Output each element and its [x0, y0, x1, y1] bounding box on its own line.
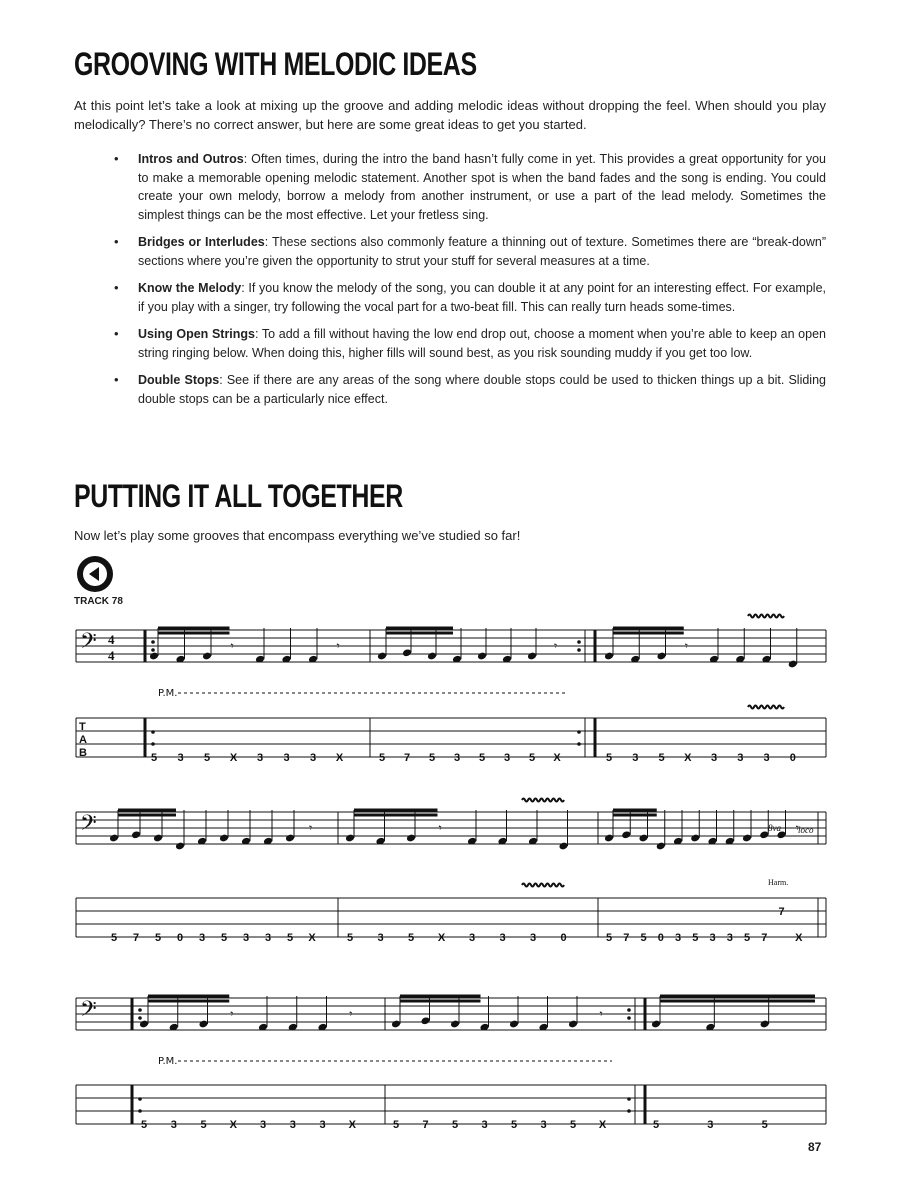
tip-text: : These sections also commonly feature a thinning out of texture. Sometimes there are “break-down” sections where you’re given the opportunity to strut your stuff for several measures at a time. — [138, 235, 826, 268]
rest-icon: 𝄾 — [230, 1007, 234, 1021]
tab-number: 3 — [289, 1119, 296, 1131]
tab-number: 0 — [657, 932, 664, 944]
tip-text: : To add a fill without having the low end drop out, choose a moment when you’re able to keep an open string ringing below. When doing this, higher fills will sound best, as you risk sounding muddy if you get too low. — [138, 327, 826, 360]
tab-number: 3 — [198, 932, 206, 944]
tab-number: 3 — [710, 752, 718, 764]
tab-number: X — [553, 752, 561, 764]
vibrato-mark — [522, 799, 564, 802]
repeat-dot — [627, 1097, 631, 1101]
tab-number: X — [229, 752, 238, 764]
time-signature-bottom: 4 — [108, 648, 115, 663]
repeat-dot — [151, 648, 155, 652]
tab-number: 3 — [453, 752, 461, 764]
tab-number: 5 — [528, 752, 536, 764]
tab-number: 3 — [170, 1119, 177, 1131]
rest-icon: 𝄾 — [795, 821, 799, 835]
repeat-dot — [627, 1109, 631, 1113]
tab-number: 7 — [132, 932, 140, 944]
tab-number: 5 — [428, 752, 436, 764]
tab-number: 5 — [569, 1119, 577, 1131]
tab-number: 3 — [707, 1119, 714, 1131]
tab-number: 7 — [778, 906, 785, 918]
bass-clef-icon: 𝄢 — [80, 811, 97, 841]
repeat-dot — [577, 640, 581, 644]
octave-mark: 8va — [768, 823, 781, 833]
tab-number: 5 — [451, 1119, 459, 1131]
vibrato-mark — [748, 706, 784, 709]
tab-number: 7 — [623, 932, 630, 944]
rest-icon: 𝄾 — [554, 639, 558, 653]
rest-icon: 𝄾 — [599, 1007, 603, 1021]
page-number: 87 — [808, 1140, 822, 1154]
tab-number: 5 — [378, 752, 386, 764]
tab-number: 0 — [789, 752, 796, 764]
tab-number: 3 — [264, 932, 272, 944]
tab-number: 3 — [529, 932, 537, 944]
rest-icon: 𝄾 — [230, 639, 234, 653]
tip-term: Double Stops — [138, 373, 220, 387]
repeat-dot — [138, 1008, 142, 1012]
time-signature-top: 4 — [108, 632, 115, 647]
tip-term: Know the Melody — [138, 281, 242, 295]
tab-number: 3 — [259, 1119, 267, 1131]
loco-mark: loco — [798, 825, 814, 835]
tab-number: 5 — [110, 932, 118, 944]
tab-number: 3 — [709, 932, 716, 944]
vibrato-mark — [748, 615, 784, 618]
tab-number: 3 — [177, 752, 184, 764]
bullet-icon: • — [114, 280, 119, 295]
tab-number: 3 — [674, 932, 682, 944]
tip-text: : Often times, during the intro the band hasn’t fully come in yet. This provides a great opportunity for you to make a memorable opening melodic statement. Another spot is when the band fades and the song is ending. You could create your own melody, borrow a melody from another instrument, or use a part of the lead melody. Sometimes the simplest things can be the most effective. Let your fretless sing. — [138, 152, 826, 222]
tab-number: X — [229, 1119, 237, 1131]
tab-number: 3 — [242, 932, 250, 944]
tab-number: X — [335, 752, 344, 764]
tab-number: X — [598, 1119, 607, 1131]
tab-letter: A — [79, 734, 87, 746]
tab-number: 5 — [220, 932, 228, 944]
rest-icon: 𝄾 — [349, 1007, 353, 1021]
bullet-icon: • — [114, 326, 119, 341]
tab-number: 5 — [150, 752, 158, 764]
tip-term: Intros and Outros — [138, 152, 244, 166]
tip-text: : See if there are any areas of the song where double stops could be used to thicken things up a bit. Sliding double stops can be a particularly nice effect. — [138, 373, 826, 406]
tab-number: 5 — [200, 1119, 207, 1131]
palm-mute-label: P.M. — [158, 688, 178, 699]
repeat-dot — [577, 730, 581, 734]
tab-number: 5 — [605, 932, 613, 944]
vibrato-mark — [522, 884, 564, 887]
section2-intro-paragraph: Now let’s play some grooves that encompass everything we’ve studied so far! — [74, 528, 521, 543]
tab-number: 3 — [481, 1119, 488, 1131]
tab-number: 3 — [468, 932, 476, 944]
track-label: TRACK 78 — [74, 596, 123, 607]
tab-number: 3 — [309, 752, 317, 764]
bass-clef-icon: 𝄢 — [80, 997, 97, 1027]
tab-number: 5 — [652, 1119, 660, 1131]
tab-number: 5 — [640, 932, 647, 944]
tab-number: 5 — [692, 932, 699, 944]
tab-number: 3 — [632, 752, 639, 764]
repeat-dot — [577, 648, 581, 652]
repeat-dot — [627, 1008, 631, 1012]
bullet-icon: • — [114, 234, 119, 249]
tab-number: 5 — [392, 1119, 400, 1131]
tab-number: 5 — [658, 752, 665, 764]
tab-number: 5 — [346, 932, 354, 944]
tab-number: 3 — [283, 752, 290, 764]
repeat-dot — [151, 730, 155, 734]
section-intro-paragraph: At this point let’s take a look at mixing up the groove and adding melodic ideas without dropping the feel. When should you play melodically? There’s no correct answer, but here are some great ideas to get you started. — [74, 98, 826, 132]
repeat-dot — [151, 742, 155, 746]
tab-number: X — [348, 1119, 356, 1131]
rest-icon: 𝄾 — [309, 821, 313, 835]
tip-term: Bridges or Interludes — [138, 235, 265, 249]
tab-number: 3 — [319, 1119, 326, 1131]
section-heading-grooving: GROOVING WITH MELODIC IDEAS — [74, 46, 477, 82]
tab-letter: B — [79, 747, 87, 759]
tab-number: 0 — [560, 932, 567, 944]
repeat-dot — [627, 1016, 631, 1020]
tab-number: 3 — [540, 1119, 547, 1131]
tab-number: 5 — [203, 752, 211, 764]
section-heading-putting-together: PUTTING IT ALL TOGETHER — [74, 478, 403, 514]
tab-number: 5 — [605, 752, 613, 764]
rest-icon: 𝄾 — [438, 821, 442, 835]
tab-number: 5 — [743, 932, 751, 944]
tab-letter: T — [79, 721, 86, 733]
tab-number: 5 — [286, 932, 294, 944]
rest-icon: 𝄾 — [336, 639, 340, 653]
rest-icon: 𝄾 — [684, 639, 688, 653]
bullet-icon: • — [114, 151, 119, 166]
tip-term: Using Open Strings — [138, 327, 256, 341]
repeat-dot — [138, 1097, 142, 1101]
tab-number: 5 — [510, 1119, 518, 1131]
tab-number: 7 — [403, 752, 411, 764]
tab-number: 0 — [176, 932, 184, 944]
tab-number: 5 — [140, 1119, 148, 1131]
harmonic-label: Harm. — [768, 878, 789, 887]
palm-mute-label: P.M. — [158, 1056, 178, 1067]
bullet-icon: • — [114, 372, 119, 387]
tab-number: 3 — [499, 932, 506, 944]
repeat-dot — [138, 1016, 142, 1020]
tab-number: 5 — [761, 1119, 768, 1131]
tab-number: 3 — [377, 932, 384, 944]
tip-text: : If you know the melody of the song, you can double it at any point for an interesting effect. For example, if you play with a singer, try following the vocal part for a two-beat fill. This can really turn heads some-times. — [138, 281, 826, 314]
tab-number: 5 — [478, 752, 486, 764]
tab-number: 3 — [737, 752, 744, 764]
tab-number: 7 — [761, 932, 768, 944]
tab-number: 3 — [763, 752, 770, 764]
repeat-dot — [577, 742, 581, 746]
tab-number: 5 — [154, 932, 162, 944]
tab-number: 5 — [407, 932, 415, 944]
tab-number: 3 — [503, 752, 511, 764]
tab-number: X — [308, 932, 316, 944]
tab-number: 3 — [726, 932, 733, 944]
tab-number: X — [795, 932, 803, 944]
tab-number: 3 — [256, 752, 264, 764]
tab-number: X — [684, 752, 692, 764]
tab-number: X — [437, 932, 446, 944]
repeat-dot — [151, 640, 155, 644]
tab-number: 7 — [422, 1119, 429, 1131]
repeat-dot — [138, 1109, 142, 1113]
bass-clef-icon: 𝄢 — [80, 629, 97, 659]
